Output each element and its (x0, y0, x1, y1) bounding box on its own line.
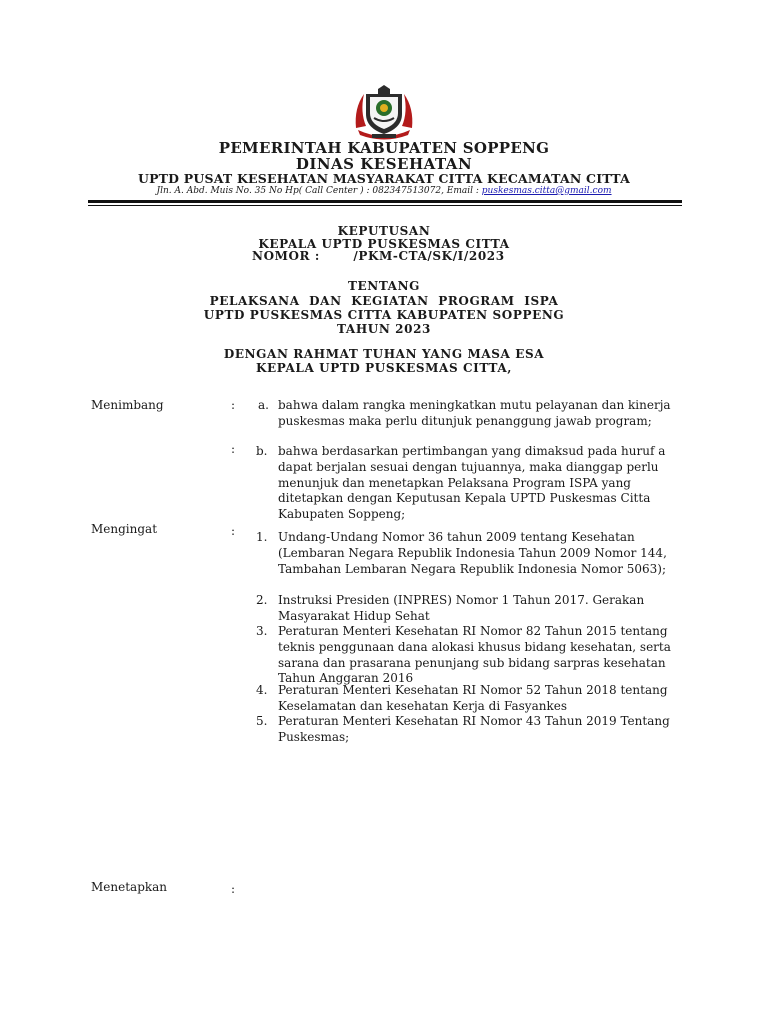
menimbang-label: Menimbang (91, 398, 164, 412)
mengingat-mark-4: 4. (256, 683, 268, 697)
mengingat-label: Mengingat (91, 522, 158, 536)
letterhead-divider-thin (88, 205, 682, 206)
opening-line-2: KEPALA UPTD PUSKESMAS CITTA, (255, 361, 513, 375)
mengingat-item-1: Undang-Undang Nomor 36 tahun 2009 tentang Kesehatan (Lembaran Negara Republik Indonesia Tahun 2009 Nomor 144, Tambahan Lembaran Negara Republik Indonesia Nomor 5063); (278, 530, 667, 576)
mengingat-item-5: Peraturan Menteri Kesehatan RI Nomor 43 Tahun 2019 Tentang Puskesmas; (278, 714, 670, 744)
menimbang-mark-b: b. (256, 444, 268, 458)
mengingat-item-2: Instruksi Presiden (INPRES) Nomor 1 Tahun 2017. Gerakan Masyarakat Hidup Sehat (278, 593, 645, 623)
subject-line-3: TAHUN 2023 (337, 322, 431, 336)
mengingat-mark-5: 5. (256, 714, 268, 728)
subject-line-2: UPTD PUSKESMAS CITTA KABUPATEN SOPPENG (203, 308, 565, 322)
opening-line-1: DENGAN RAHMAT TUHAN YANG MASA ESA (223, 347, 545, 361)
regency-emblem-icon (350, 84, 418, 140)
menetapkan-colon: : (231, 882, 236, 896)
menimbang-item-a: bahwa dalam rangka meningkatkan mutu pelayanan dan kinerja puskesmas maka perlu ditunjuk penanggung jawab program; (278, 398, 671, 428)
decree-title: KEPUTUSAN (337, 224, 431, 238)
address-text: Jln. A. Abd. Muis No. 35 No Hp( Call Center ) : 082347513072, Email : (156, 186, 482, 196)
letterhead-unit: UPTD PUSAT KESEHATAN MASYARAKAT CITTA KECAMATAN CITTA (137, 171, 631, 186)
mengingat-mark-3: 3. (256, 624, 268, 638)
email-link[interactable]: puskesmas.citta@gmail.com (481, 186, 612, 196)
mengingat-mark-1: 1. (256, 530, 268, 544)
letterhead-government: PEMERINTAH KABUPATEN SOPPENG (218, 139, 550, 157)
mengingat-item-4: Peraturan Menteri Kesehatan RI Nomor 52 Tahun 2018 tentang Keselamatan dan kesehatan Kerja di Fasyankes (278, 683, 668, 713)
subject-about: TENTANG (347, 279, 421, 293)
decree-number: NOMOR : /PKM-CTA/SK/I/2023 (252, 249, 505, 263)
menetapkan-label: Menetapkan (91, 880, 168, 894)
menimbang-colon: : (231, 398, 236, 412)
subject-line-1: PELAKSANA DAN KEGIATAN PROGRAM ISPA (209, 294, 559, 308)
letterhead-address (0, 186, 768, 196)
mengingat-item-3: Peraturan Menteri Kesehatan RI Nomor 82 Tahun 2015 tentang teknis penggunaan dana alokasi khusus bidang kesehatan, serta sarana dan prasarana penunjang sub bidang sarpras kesehatan Tahun Anggaran 2016 (278, 624, 671, 686)
decree-issuer: KEPALA UPTD PUSKESMAS CITTA (258, 237, 510, 251)
menimbang-item-b: bahwa berdasarkan pertimbangan yang dimaksud pada huruf a dapat berjalan sesuai dengan tujuannya, maka dianggap perlu menunjuk dan menetapkan Pelaksana Program ISPA yang ditetapkan dengan Keputusan Kepala UPTD Puskesmas Citta Kabupaten Soppeng; (278, 444, 666, 522)
mengingat-colon: : (231, 524, 236, 538)
letterhead-divider (88, 200, 682, 203)
letterhead-agency: DINAS KESEHATAN (295, 155, 473, 173)
menimbang-colon-b: : (231, 442, 236, 456)
menimbang-mark-a: a. (258, 398, 269, 412)
mengingat-mark-2: 2. (256, 593, 268, 607)
